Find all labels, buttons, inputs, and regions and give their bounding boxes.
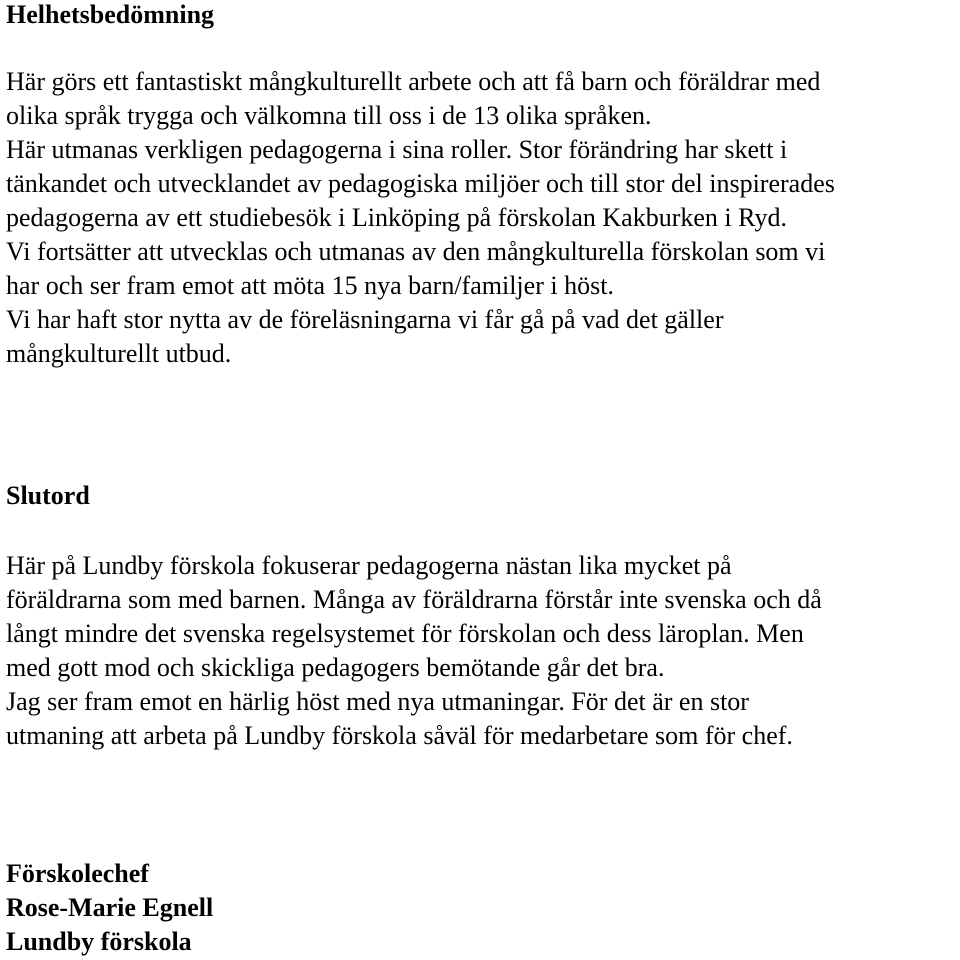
- text-line: har och ser fram emot att möta 15 nya barn/familjer i höst.: [6, 271, 614, 300]
- text-line: tänkandet och utvecklandet av pedagogiska miljöer och till stor del inspirerades: [6, 169, 835, 198]
- text-line: Här utmanas verkligen pedagogerna i sina roller. Stor förändring har skett i: [6, 135, 788, 164]
- text-line: Vi fortsätter att utvecklas och utmanas av den mångkulturella förskolan som vi: [6, 237, 826, 266]
- section-heading-slutord: Slutord: [6, 481, 90, 510]
- signature-title: Förskolechef: [6, 859, 149, 888]
- text-line: Här görs ett fantastiskt mångkulturellt arbete och att få barn och föräldrar med: [6, 67, 821, 96]
- section-heading-helhetsbedomning: Helhetsbedömning: [6, 0, 215, 29]
- signature-name: Rose-Marie Egnell: [6, 893, 214, 922]
- text-line: Här på Lundby förskola fokuserar pedagogerna nästan lika mycket på: [6, 551, 732, 580]
- text-line: olika språk trygga och välkomna till oss i de 13 olika språken.: [6, 101, 652, 130]
- signature-block: [6, 857, 213, 959]
- text-line: pedagogerna av ett studiebesök i Linköping på förskolan Kakburken i Ryd.: [6, 203, 787, 232]
- text-line: långt mindre det svenska regelsystemet för förskolan och dess läroplan. Men: [6, 619, 804, 648]
- section-body-slutord: [6, 549, 822, 753]
- text-line: föräldrarna som med barnen. Många av föräldrarna förstår inte svenska och då: [6, 585, 822, 614]
- signature-organization: Lundby förskola: [6, 927, 192, 956]
- text-line: Jag ser fram emot en härlig höst med nya utmaningar. För det är en stor: [6, 687, 749, 716]
- text-line: utmaning att arbeta på Lundby förskola såväl för medarbetare som för chef.: [6, 721, 793, 750]
- section-body-helhetsbedomning: [6, 65, 835, 371]
- text-line: Vi har haft stor nytta av de föreläsningarna vi får gå på vad det gäller: [6, 305, 724, 334]
- text-line: mångkulturellt utbud.: [6, 339, 232, 368]
- text-line: med gott mod och skickliga pedagogers bemötande går det bra.: [6, 653, 665, 682]
